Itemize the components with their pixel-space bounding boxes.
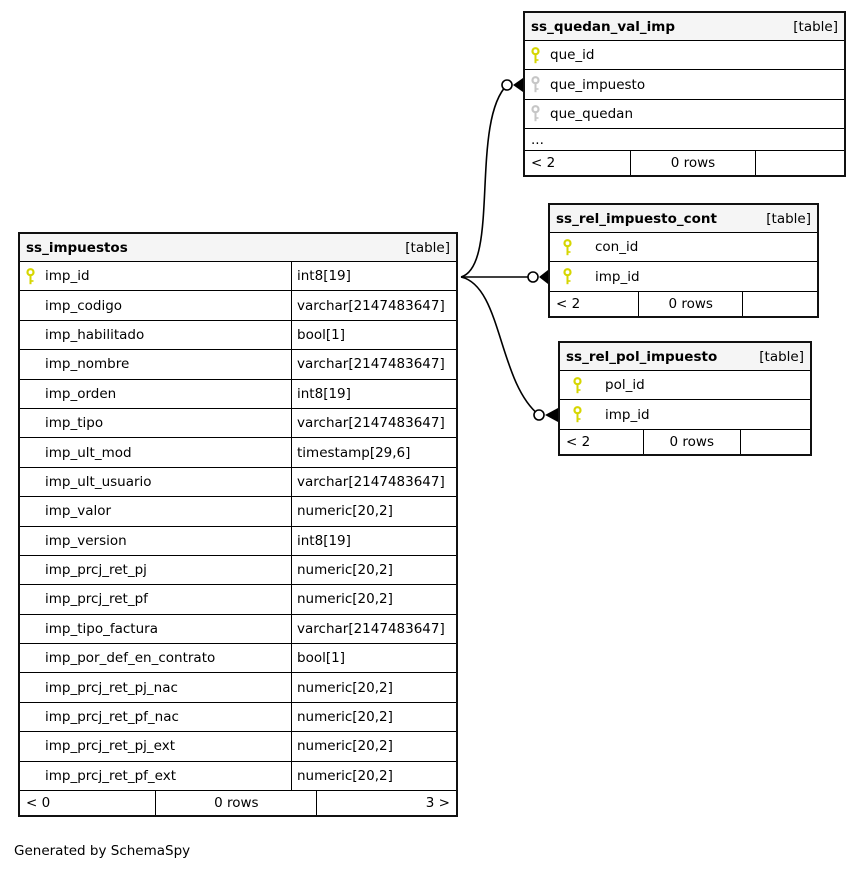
key-spacer: [26, 473, 35, 490]
column-row: [20, 262, 456, 291]
footer-children-count: < 2: [556, 295, 581, 312]
column-row: [20, 438, 456, 467]
foreign-key-icon: [531, 105, 540, 122]
column-type: numeric[20,2]: [291, 762, 456, 790]
column-type: numeric[20,2]: [291, 556, 456, 584]
column-row: [20, 380, 456, 409]
column-row: [20, 556, 456, 585]
column-row: [550, 233, 817, 262]
column-row: [525, 100, 844, 129]
column-name: que_id: [550, 47, 595, 64]
column-type: int8[19]: [291, 262, 456, 290]
key-spacer: [26, 562, 35, 579]
column-name: pol_id: [605, 377, 645, 394]
column-row: [20, 321, 456, 350]
column-row: [560, 371, 810, 400]
column-type: timestamp[29,6]: [291, 438, 456, 466]
column-row: [20, 615, 456, 644]
table-ss-rel-impuesto-cont[interactable]: [548, 203, 819, 318]
table-title[interactable]: ss_quedan_val_imp: [531, 18, 676, 35]
footer-parents-count: 3 >: [316, 791, 456, 815]
column-name: imp_prcj_ret_pj: [45, 562, 147, 579]
arrowhead-icon: [545, 408, 558, 422]
column-name: imp_codigo: [45, 297, 123, 314]
key-spacer: [26, 767, 35, 784]
column-name: que_quedan: [550, 105, 634, 122]
column-type: varchar[2147483647]: [291, 468, 456, 496]
footer-parents-count: [740, 430, 810, 454]
table-type-tag: [table]: [759, 348, 804, 365]
column-type: varchar[2147483647]: [291, 615, 456, 643]
table-ss-quedan-val-imp[interactable]: [523, 11, 846, 177]
cardinality-circle: [534, 410, 544, 420]
table-footer: [525, 151, 844, 175]
column-row: [20, 497, 456, 526]
column-type: numeric[20,2]: [291, 673, 456, 701]
table-header[interactable]: [560, 343, 810, 371]
column-name: imp_orden: [45, 385, 117, 402]
table-ss-rel-pol-impuesto[interactable]: [558, 341, 812, 456]
column-name: imp_por_def_en_contrato: [45, 650, 216, 667]
primary-key-icon: [563, 268, 572, 285]
column-name: imp_valor: [45, 503, 112, 520]
primary-key-icon: [26, 268, 35, 285]
column-name: imp_id: [45, 268, 90, 285]
footer-children-count: < 2: [531, 155, 556, 172]
key-spacer: [26, 738, 35, 755]
key-spacer: [26, 326, 35, 343]
column-name: imp_prcj_ret_pj_ext: [45, 738, 175, 755]
footer-row-count: 0 rows: [638, 292, 742, 316]
footer-parents-count: [742, 292, 817, 316]
column-name: imp_habilitado: [45, 326, 145, 343]
column-row: [20, 585, 456, 614]
key-spacer: [26, 679, 35, 696]
column-name: que_impuesto: [550, 76, 646, 93]
table-header[interactable]: [550, 205, 817, 233]
column-row: [20, 732, 456, 761]
column-row: [20, 673, 456, 702]
cardinality-circle: [502, 80, 512, 90]
column-type: int8[19]: [291, 380, 456, 408]
footer-children-count: < 2: [566, 433, 591, 450]
column-type: varchar[2147483647]: [291, 409, 456, 437]
column-row: [550, 262, 817, 291]
relationship-line-pol-impuesto: [461, 277, 539, 415]
column-row: [20, 703, 456, 732]
column-row: [20, 409, 456, 438]
footer-parents-count: [755, 151, 844, 175]
columns-ellipsis-row: [525, 129, 844, 151]
table-type-tag: [table]: [405, 239, 450, 256]
table-title[interactable]: ss_rel_impuesto_cont: [556, 210, 717, 227]
column-name: imp_tipo_factura: [45, 620, 158, 637]
column-name: imp_tipo: [45, 415, 104, 432]
key-spacer: [26, 297, 35, 314]
column-name: imp_prcj_ret_pf: [45, 591, 148, 608]
column-row: [20, 468, 456, 497]
column-type: numeric[20,2]: [291, 497, 456, 525]
table-title[interactable]: ss_impuestos: [26, 239, 128, 256]
table-title[interactable]: ss_rel_pol_impuesto: [566, 348, 718, 365]
key-spacer: [26, 356, 35, 373]
column-type: varchar[2147483647]: [291, 291, 456, 319]
key-spacer: [26, 532, 35, 549]
column-row: [20, 350, 456, 379]
key-spacer: [26, 503, 35, 520]
column-name: imp_id: [595, 268, 640, 285]
arrowhead-icon: [539, 270, 548, 284]
relationship-line-quedan: [461, 85, 507, 277]
footer-children-count: < 0: [26, 795, 51, 812]
table-footer: [560, 430, 810, 454]
column-row: [560, 400, 810, 429]
table-header[interactable]: [20, 234, 456, 262]
primary-key-icon: [573, 406, 582, 423]
column-name: imp_ult_mod: [45, 444, 132, 461]
column-type: varchar[2147483647]: [291, 350, 456, 378]
key-spacer: [26, 415, 35, 432]
column-row: [20, 644, 456, 673]
column-name: imp_prcj_ret_pf_ext: [45, 767, 176, 784]
key-spacer: [26, 709, 35, 726]
table-footer: [550, 292, 817, 316]
column-row: [525, 70, 844, 99]
column-name: con_id: [595, 239, 639, 256]
table-type-tag: [table]: [793, 18, 838, 35]
ellipsis-text: ...: [531, 131, 544, 148]
column-row: [20, 762, 456, 791]
column-name: imp_ult_usuario: [45, 473, 152, 490]
table-type-tag: [table]: [766, 210, 811, 227]
footer-row-count: 0 rows: [155, 791, 316, 815]
column-row: [20, 291, 456, 320]
key-spacer: [26, 444, 35, 461]
foreign-key-icon: [531, 76, 540, 93]
column-row: [525, 41, 844, 70]
column-type: int8[19]: [291, 527, 456, 555]
column-row: [20, 527, 456, 556]
column-name: imp_prcj_ret_pf_nac: [45, 709, 179, 726]
footer-row-count: 0 rows: [630, 151, 754, 175]
key-spacer: [26, 385, 35, 402]
column-name: imp_nombre: [45, 356, 130, 373]
key-spacer: [26, 620, 35, 637]
column-type: numeric[20,2]: [291, 732, 456, 760]
table-footer: [20, 791, 456, 815]
column-name: imp_id: [605, 406, 650, 423]
arrowhead-icon: [513, 78, 523, 92]
generator-credit: Generated by SchemaSpy: [14, 843, 191, 859]
footer-row-count: 0 rows: [643, 430, 741, 454]
key-spacer: [26, 591, 35, 608]
primary-key-icon: [563, 239, 572, 256]
table-ss-impuestos[interactable]: [18, 232, 458, 817]
key-spacer: [26, 650, 35, 667]
cardinality-circle: [528, 272, 538, 282]
table-header[interactable]: [525, 13, 844, 41]
column-name: imp_version: [45, 532, 127, 549]
column-type: numeric[20,2]: [291, 585, 456, 613]
column-type: bool[1]: [291, 321, 456, 349]
column-type: bool[1]: [291, 644, 456, 672]
primary-key-icon: [573, 377, 582, 394]
column-name: imp_prcj_ret_pj_nac: [45, 679, 178, 696]
primary-key-icon: [531, 47, 540, 64]
column-type: numeric[20,2]: [291, 703, 456, 731]
